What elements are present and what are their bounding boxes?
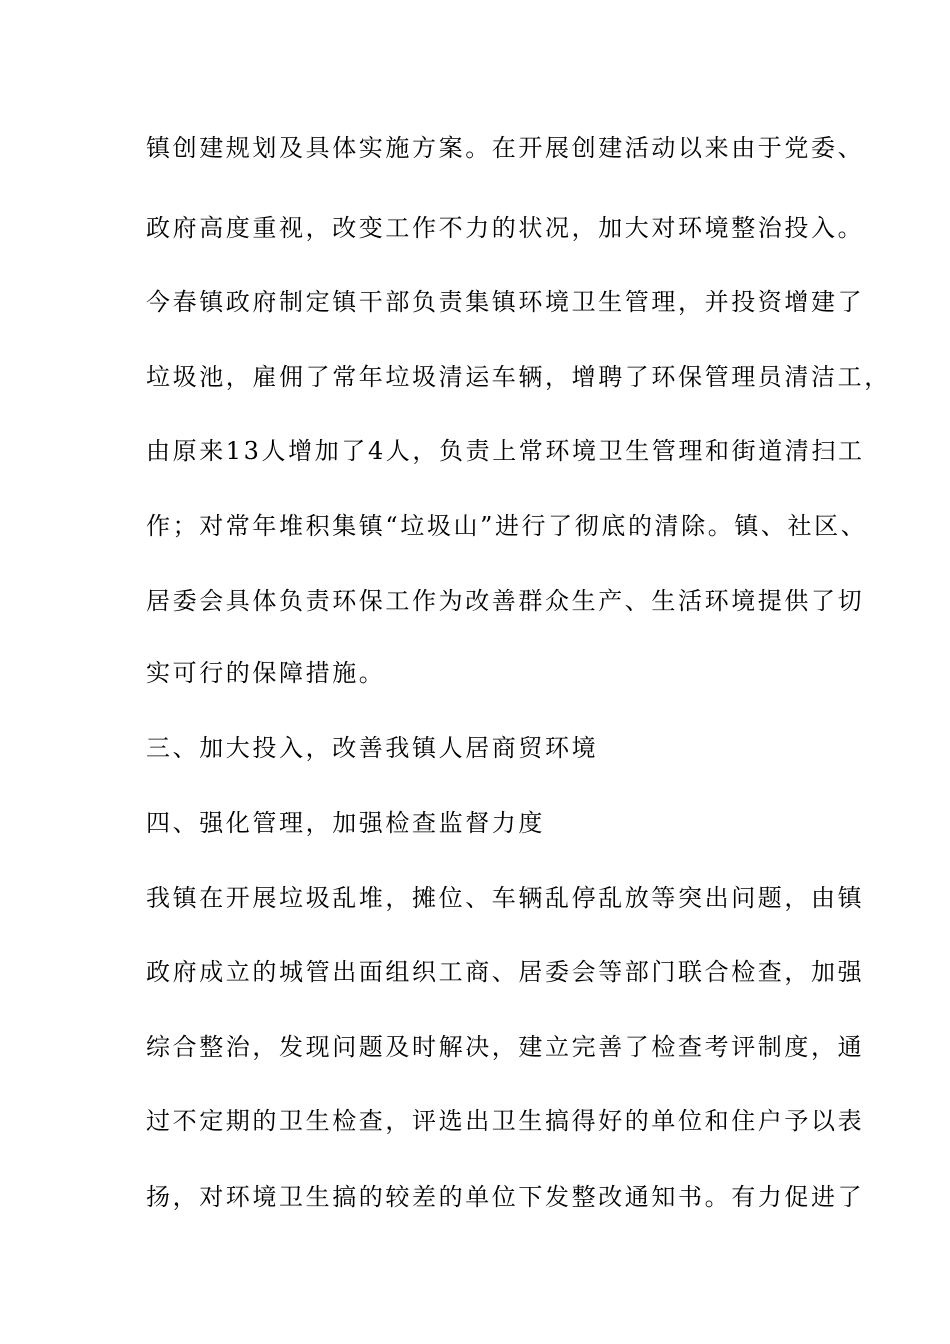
text-line: 实可行的保障措施。 [146, 659, 386, 687]
text-line: 过不定期的卫生检查，评选出卫生搞得好的单位和住户予以表 [146, 1107, 865, 1135]
text-line: 垃圾池，雇佣了常年垃圾清运车辆，增聘了环保管理员清洁工， [146, 363, 891, 391]
text-line: 综合整治，发现问题及时解决，建立完善了检查考评制度，通 [146, 1033, 865, 1061]
text-line: 我镇在开展垃圾乱堆，摊位、车辆乱停乱放等突出问题，由镇 [146, 884, 865, 912]
section-heading: 三、加大投入，改善我镇人居商贸环境 [146, 734, 599, 762]
text-line: 政府成立的城管出面组织工商、居委会等部门联合检查，加强 [146, 958, 865, 986]
text-line: 扬，对环境卫生搞的较差的单位下发整改通知书。有力促进了 [146, 1183, 865, 1211]
text-line: 今春镇政府制定镇干部负责集镇环境卫生管理，并投资增建了 [146, 288, 865, 316]
text-line: 由原来13人增加了4人，负责上常环境卫生管理和街道清扫工 [146, 437, 865, 465]
text-line: 政府高度重视，改变工作不力的状况，加大对环境整治投入。 [146, 214, 865, 242]
text-line: 作；对常年堆积集镇“垃圾山”进行了彻底的清除。镇、社区、 [146, 512, 868, 540]
text-line: 居委会具体负责环保工作为改善群众生产、生活环境提供了切 [146, 587, 865, 615]
section-heading: 四、强化管理，加强检查监督力度 [146, 809, 545, 837]
text-line: 镇创建规划及具体实施方案。在开展创建活动以来由于党委、 [146, 134, 865, 162]
